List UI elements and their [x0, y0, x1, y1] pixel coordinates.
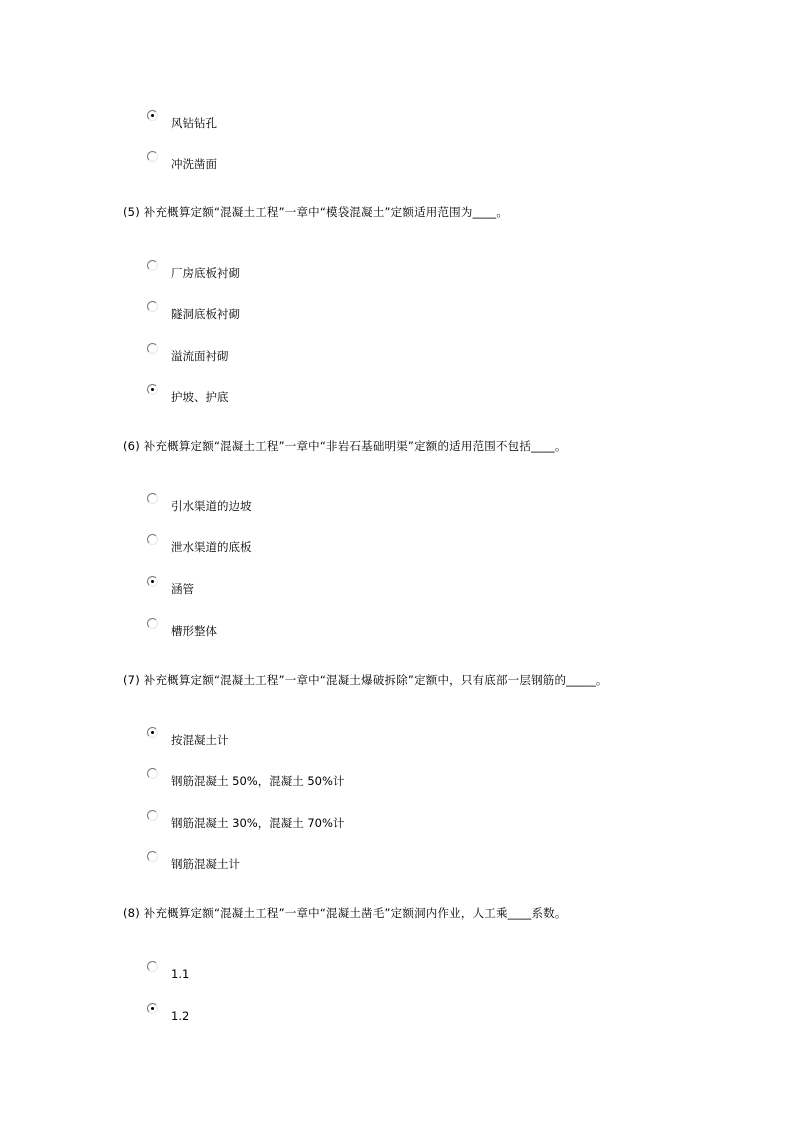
option-label: 1.2 [171, 1009, 190, 1023]
option-label: 冲洗凿面 [171, 157, 217, 171]
option-label: 风钻钻孔 [171, 116, 217, 130]
question-7-text: (7) 补充概算定额“混凝土工程”一章中“混凝土爆破拆除”定额中，只有底部一层钢筋的_____。 [123, 673, 608, 687]
radio-button[interactable] [147, 851, 158, 862]
question-5-text: (5) 补充概算定额“混凝土工程”一章中“模袋混凝土”定额适用范围为____。 [123, 205, 509, 219]
radio-button[interactable] [147, 961, 158, 972]
radio-button[interactable] [147, 576, 158, 587]
radio-button[interactable] [147, 260, 158, 271]
radio-button[interactable] [147, 151, 158, 162]
option-label: 泄水渠道的底板 [171, 540, 252, 554]
radio-button[interactable] [147, 110, 158, 121]
option-label: 按混凝土计 [171, 733, 229, 747]
option-label: 钢筋混凝土 30%，混凝土 70%计 [171, 816, 345, 830]
radio-button[interactable] [147, 343, 158, 354]
option-label: 钢筋混凝土计 [171, 857, 240, 871]
option-label: 钢筋混凝土 50%，混凝土 50%计 [171, 774, 345, 788]
option-label: 槽形整体 [171, 624, 217, 638]
radio-button[interactable] [147, 618, 158, 629]
option-label: 溢流面衬砌 [171, 349, 229, 363]
option-label: 引水渠道的边坡 [171, 499, 252, 513]
option-label: 护坡、护底 [171, 390, 229, 404]
radio-button[interactable] [147, 493, 158, 504]
question-6-text: (6) 补充概算定额“混凝土工程”一章中“非岩石基础明渠”定额的适用范围不包括____。 [123, 439, 567, 453]
radio-button[interactable] [147, 534, 158, 545]
question-8-text: (8) 补充概算定额“混凝土工程”一章中“混凝土凿毛”定额洞内作业，人工乘____系数。 [123, 906, 567, 920]
radio-button[interactable] [147, 810, 158, 821]
option-label: 隧洞底板衬砌 [171, 307, 240, 321]
radio-button[interactable] [147, 384, 158, 395]
option-label: 涵管 [171, 582, 194, 596]
radio-button[interactable] [147, 727, 158, 738]
radio-button[interactable] [147, 1003, 158, 1014]
radio-button[interactable] [147, 301, 158, 312]
option-label: 厂房底板衬砌 [171, 266, 240, 280]
radio-button[interactable] [147, 768, 158, 779]
option-label: 1.1 [171, 967, 190, 981]
